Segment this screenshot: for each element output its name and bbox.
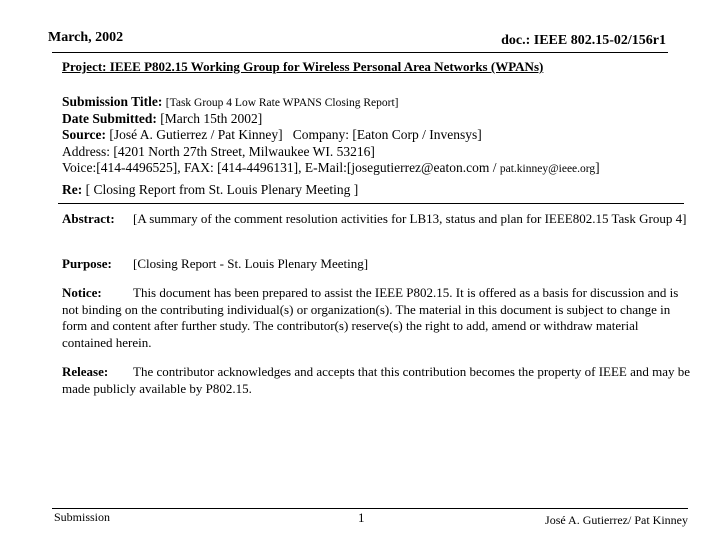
- re-value: [ Closing Report from St. Louis Plenary Meeting ]: [85, 182, 359, 197]
- footer-authors: José A. Gutierrez/ Pat Kinney: [545, 513, 688, 527]
- submission-block: [62, 94, 600, 177]
- footer-page-number: 1: [358, 510, 365, 525]
- release-text: The contributor acknowledges and accepts that this contribution becomes the property of IEEE and may be made publicly available by P802.15.: [62, 364, 691, 396]
- source-label: Source:: [62, 127, 106, 143]
- abstract-label: Abstract:: [62, 211, 115, 226]
- header-date: March, 2002: [48, 30, 124, 45]
- notice-text: This document has been prepared to assist the IEEE P802.15. It is offered as a basis for discussion and is not binding on the contributing individual(s) or organization(s). The material in this document is subject to change in form and content after further study. The contributor(s) reserve(s) the right to add, amend or withdraw material contained herein.: [62, 285, 679, 350]
- purpose-label: Purpose:: [62, 256, 112, 271]
- date-submitted-value: [March 15th 2002]: [160, 111, 263, 127]
- submission-title-value: [Task Group 4 Low Rate WPANS Closing Report]: [165, 97, 399, 109]
- contact-email-secondary: pat.kinney@ieee.org: [499, 162, 596, 175]
- re-line: [62, 182, 358, 198]
- submission-title-line: [62, 94, 600, 111]
- contact-line: [62, 160, 600, 177]
- submission-title-label: Submission Title:: [62, 94, 163, 109]
- footer-submission: Submission: [54, 510, 111, 524]
- header-divider: [52, 52, 668, 53]
- project-title: Project: IEEE P802.15 Working Group for Wireless Personal Area Networks (WPANs): [62, 59, 544, 74]
- contact-voice-fax-email: Voice:[414-4496525], FAX: [414-4496131], E-Mail:[josegutierrez@eaton.com /: [62, 159, 500, 175]
- purpose-text: [Closing Report - St. Louis Plenary Meeting]: [133, 256, 369, 271]
- notice-label: Notice:: [62, 285, 102, 300]
- abstract-section: [62, 211, 692, 228]
- source-line: [62, 127, 600, 143]
- re-label: Re:: [62, 182, 83, 197]
- date-submitted-label: Date Submitted:: [62, 111, 157, 127]
- address-line: Address: [4201 North 27th Street, Milwaukee WI. 53216]: [62, 143, 375, 159]
- release-label: Release:: [62, 364, 109, 379]
- contact-end-bracket: ]: [595, 159, 600, 175]
- notice-section: [62, 285, 692, 351]
- date-submitted-line: [62, 111, 600, 127]
- source-value: [José A. Gutierrez / Pat Kinney]: [109, 127, 283, 143]
- abstract-text: [A summary of the comment resolution activities for LB13, status and plan for IEEE802.15 Task Group 4]: [133, 211, 687, 226]
- re-divider: [58, 203, 684, 204]
- purpose-section: [62, 256, 692, 273]
- header-doc-id: doc.: IEEE 802.15-02/156r1: [501, 33, 666, 48]
- company-text: Company: [Eaton Corp / Invensys]: [292, 127, 482, 143]
- footer-divider: [52, 508, 688, 509]
- release-section: [62, 364, 692, 397]
